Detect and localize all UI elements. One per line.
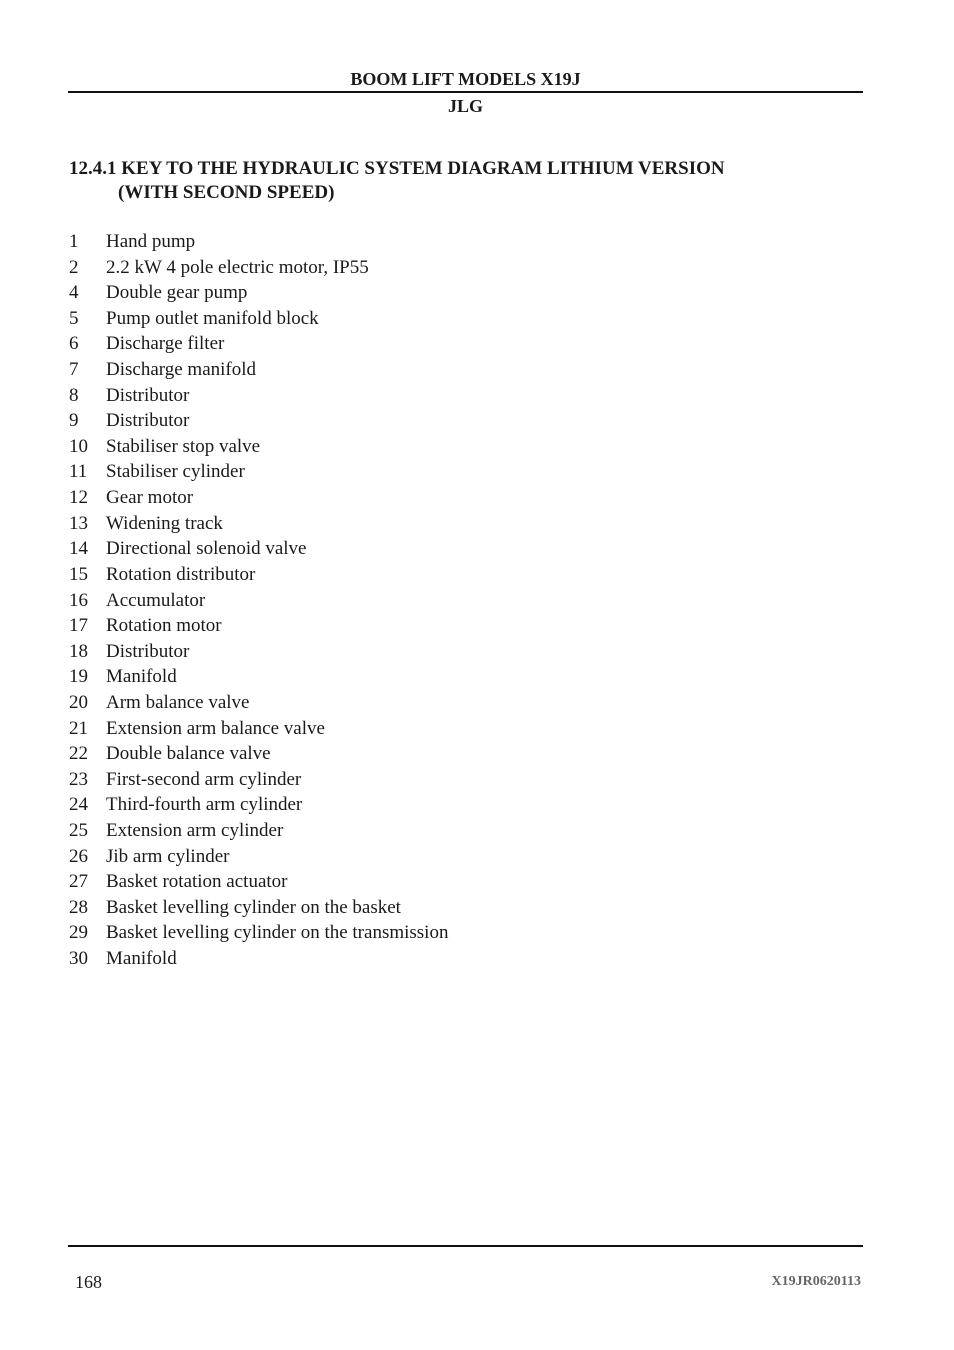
list-item (69, 306, 448, 332)
list-item (69, 408, 448, 434)
header-title: BOOM LIFT MODELS X19J (350, 69, 581, 89)
item-number: 17 (69, 615, 88, 637)
list-item (69, 459, 448, 485)
list-item (69, 536, 448, 562)
item-label: Accumulator (106, 589, 206, 611)
list-item (69, 690, 448, 716)
item-number: 22 (69, 743, 88, 765)
list-item (69, 946, 448, 972)
item-number: 15 (69, 563, 88, 585)
header-rule (68, 91, 863, 93)
item-number: 27 (69, 871, 88, 893)
item-label: Manifold (106, 666, 177, 688)
list-item (69, 280, 448, 306)
list-item (69, 511, 448, 537)
item-number: 6 (69, 333, 79, 355)
item-label: Stabiliser cylinder (106, 461, 245, 483)
item-number: 14 (69, 538, 88, 560)
item-label: Arm balance valve (106, 691, 250, 713)
item-number: 1 (69, 231, 79, 252)
list-item (69, 331, 448, 357)
section-heading-line2: (WITH SECOND SPEED) (118, 182, 335, 203)
item-label: Discharge manifold (106, 359, 257, 381)
list-item (69, 357, 448, 383)
list-item (69, 434, 448, 460)
item-label: Extension arm balance valve (106, 717, 325, 739)
item-number: 18 (69, 640, 88, 662)
item-label: Third-fourth arm cylinder (106, 794, 303, 816)
section-heading-line1: 12.4.1 KEY TO THE HYDRAULIC SYSTEM DIAGRAM LITHIUM VERSION (69, 158, 725, 179)
item-label: Basket levelling cylinder on the transmission (106, 922, 449, 944)
list-item (69, 920, 448, 946)
item-label: Basket rotation actuator (106, 871, 288, 893)
item-number: 7 (69, 359, 79, 381)
item-label: Discharge filter (106, 333, 225, 355)
key-list (69, 229, 448, 972)
item-label: Directional solenoid valve (106, 538, 307, 560)
item-number: 26 (69, 845, 88, 867)
item-label: Double balance valve (106, 743, 271, 765)
list-item (69, 383, 448, 409)
item-label: Jib arm cylinder (106, 845, 230, 867)
list-item (69, 613, 448, 639)
item-label: Stabiliser stop valve (106, 435, 261, 457)
item-number: 2 (69, 256, 79, 278)
list-item (69, 639, 448, 665)
item-label: Distributor (106, 640, 190, 662)
item-label: Pump outlet manifold block (106, 307, 319, 329)
item-label: Hand pump (106, 231, 196, 252)
item-number: 10 (69, 435, 88, 457)
page-number: 168 (75, 1272, 102, 1292)
list-item (69, 844, 448, 870)
item-number: 19 (69, 666, 88, 688)
document-code: X19JR0620113 (771, 1274, 861, 1289)
list-item (69, 792, 448, 818)
item-number: 4 (69, 282, 79, 304)
item-label: Widening track (106, 512, 223, 534)
item-label: Rotation motor (106, 615, 222, 637)
list-item (69, 485, 448, 511)
item-label: Double gear pump (106, 282, 248, 304)
item-number: 20 (69, 691, 88, 713)
item-number: 13 (69, 512, 88, 534)
header-brand: JLG (447, 96, 483, 116)
footer-rule (68, 1245, 863, 1247)
item-label: Basket levelling cylinder on the basket (106, 896, 401, 918)
list-item (69, 716, 448, 742)
item-label: 2.2 kW 4 pole electric motor, IP55 (106, 256, 369, 278)
list-item (69, 741, 448, 767)
item-number: 5 (69, 307, 79, 329)
section-heading (69, 157, 859, 205)
item-number: 25 (69, 820, 88, 842)
item-number: 23 (69, 768, 88, 790)
item-number: 9 (69, 410, 79, 432)
list-item (69, 229, 448, 255)
list-item (69, 767, 448, 793)
item-label: Rotation distributor (106, 563, 256, 585)
item-label: Gear motor (106, 487, 194, 509)
item-number: 11 (69, 461, 88, 483)
item-label: Distributor (106, 384, 190, 406)
item-number: 21 (69, 717, 88, 739)
item-label: Manifold (106, 948, 177, 970)
item-number: 24 (69, 794, 88, 816)
list-item (69, 869, 448, 895)
item-label: Extension arm cylinder (106, 820, 284, 842)
list-item (69, 588, 448, 614)
item-number: 30 (69, 948, 88, 970)
item-number: 29 (69, 922, 88, 944)
item-number: 8 (69, 384, 79, 406)
item-number: 28 (69, 896, 88, 918)
list-item (69, 818, 448, 844)
list-item (69, 895, 448, 921)
item-label: Distributor (106, 410, 190, 432)
list-item (69, 664, 448, 690)
list-item (69, 255, 448, 281)
list-item (69, 562, 448, 588)
item-label: First-second arm cylinder (106, 768, 302, 790)
item-number: 16 (69, 589, 88, 611)
item-number: 12 (69, 487, 88, 509)
